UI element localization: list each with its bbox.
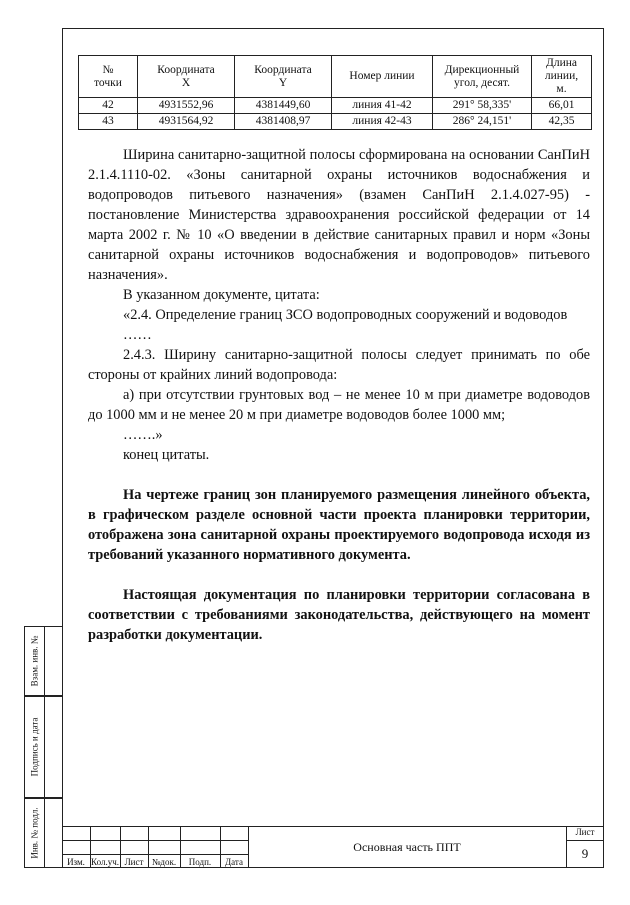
table-cell: 4381449,60 bbox=[235, 98, 332, 114]
header-line-number: Номер линии bbox=[332, 56, 433, 98]
title-block bbox=[62, 826, 604, 868]
tb-col-data: Дата bbox=[225, 857, 243, 867]
header-coord-x: Координата X bbox=[138, 56, 235, 98]
side-label-vzam: Взам. инв. № bbox=[29, 635, 40, 687]
paragraph-quote-a: а) при отсутствии грунтовых вод – не менее 10 м при диаметре водоводов до 1000 мм и не менее 20 м при диаметре водоводов более 1000 мм; bbox=[88, 387, 590, 423]
side-label-inv: Инв. № подл. bbox=[29, 807, 40, 859]
table-cell: 4381408,97 bbox=[235, 114, 332, 130]
tb-col-podp: Подп. bbox=[188, 857, 212, 867]
table-cell: 43 bbox=[79, 114, 138, 130]
paragraph-approval: Настоящая документация по планировки территории согласована в соответствии с требованиями законодательства, действующего на момент разработки документации. bbox=[88, 587, 590, 643]
table-row bbox=[79, 114, 592, 130]
table-cell: 42 bbox=[79, 98, 138, 114]
table-cell: линия 42-43 bbox=[332, 114, 433, 130]
side-stamp-podpis bbox=[24, 696, 62, 798]
tb-col-kolvo: Кол.уч. bbox=[91, 857, 119, 867]
coordinates-table bbox=[78, 55, 592, 130]
side-stamp-inv bbox=[24, 798, 62, 868]
paragraph-quote-intro: В указанном документе, цитата: bbox=[123, 287, 320, 303]
tb-col-izm: Изм. bbox=[67, 857, 85, 867]
document-body bbox=[88, 145, 590, 645]
table-row bbox=[79, 98, 592, 114]
paragraph-quote-heading: «2.4. Определение границ ЗСО водопроводных сооружений и водоводов bbox=[123, 307, 568, 323]
paragraph-quote-243: 2.4.3. Ширину санитарно-защитной полосы следует принимать по обе стороны от крайних линий водопровода: bbox=[88, 347, 590, 383]
table-cell: 66,01 bbox=[532, 98, 592, 114]
header-length: Длина линии, м. bbox=[532, 56, 592, 98]
paragraph-ellipsis: …… bbox=[123, 327, 152, 343]
paragraph-ellipsis-end: …….» bbox=[123, 427, 163, 443]
sheet-number: 9 bbox=[581, 846, 589, 861]
document-title: Основная часть ППТ bbox=[353, 839, 461, 854]
paragraph-quote-end: конец цитаты. bbox=[123, 447, 210, 463]
paragraph-drawing: На чертеже границ зон планируемого размещения линейного объекта, в графическом разделе основной части проекта планировки территории, отображена зона санитарной охраны проектируемого водопровода исходя из требований указанного нормативного документа. bbox=[88, 487, 590, 563]
sheet-label: Лист bbox=[575, 827, 595, 837]
tb-col-ndok: №док. bbox=[151, 857, 177, 867]
header-angle: Дирекционный угол, десят. bbox=[433, 56, 532, 98]
paragraph-basis: Ширина санитарно-защитной полосы сформирована на основании СанПиН 2.1.4.1110-02. «Зоны санитарной охраны источников водоснабжения и водопроводов питьевого назначения» (взамен СанПиН 2.1.4.027-95) - постановление Министерства здравоохранения российской федерации от 14 марта 2002 г. № 10 «О введении в действие санитарных правил и норм «Зоны санитарной охраны источников водоснабжения и водопроводов» питьевого назначения». bbox=[88, 147, 590, 283]
table-cell: 4931564,92 bbox=[138, 114, 235, 130]
table-cell: 4931552,96 bbox=[138, 98, 235, 114]
table-cell: линия 41-42 bbox=[332, 98, 433, 114]
side-label-podpis: Подпись и дата bbox=[29, 717, 40, 777]
header-point: № точки bbox=[79, 56, 138, 98]
table-cell: 286° 24,151' bbox=[433, 114, 532, 130]
tb-col-list: Лист bbox=[124, 857, 144, 867]
table-cell: 291° 58,335' bbox=[433, 98, 532, 114]
table-cell: 42,35 bbox=[532, 114, 592, 130]
table-header-row bbox=[79, 56, 592, 98]
header-coord-y: Координата Y bbox=[235, 56, 332, 98]
side-stamp-vzam bbox=[24, 626, 62, 696]
